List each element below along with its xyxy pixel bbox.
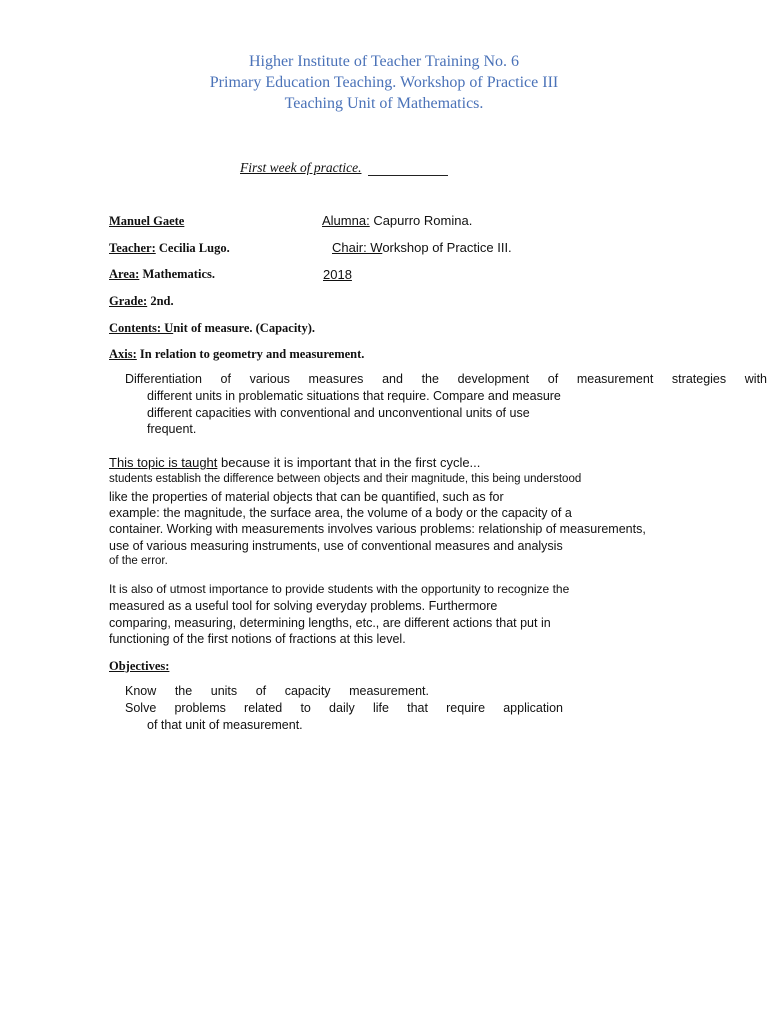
importance-line4: functioning of the first notions of fractions at this level.	[109, 632, 406, 646]
unit-title: Teaching Unit of Mathematics.	[284, 95, 484, 112]
institute-title: Higher Institute of Teacher Training No. 6	[248, 53, 520, 70]
grade-field	[109, 294, 174, 309]
chair-label: Chair: W	[332, 240, 383, 255]
topic-line3: like the properties of material objects that can be quantified, such as for	[109, 490, 504, 504]
chair-value: orkshop of Practice III.	[382, 240, 512, 255]
objective-item-2-line1: Solve problems related to daily life that require application	[125, 701, 563, 715]
area-field	[109, 267, 215, 282]
topic-line1	[109, 455, 480, 470]
objective-item-2-line2: of that unit of measurement.	[147, 718, 303, 732]
topic-line7: of the error.	[109, 555, 168, 567]
axis-text-line2: different units in problematic situations that require. Compare and measure	[147, 389, 561, 403]
area-label: Area:	[109, 267, 140, 281]
contents-value: nit of measure. (Capacity).	[173, 321, 315, 335]
author-name: Manuel Gaete	[109, 214, 185, 228]
axis-text-line4: frequent.	[147, 422, 197, 436]
axis-value: In relation to geometry and measurement.	[136, 347, 365, 361]
year-value: 2018	[323, 267, 352, 282]
importance-line1: It is also of utmost importance to provide students with the opportunity to recognize the	[109, 582, 570, 596]
importance-line3: comparing, measuring, determining lengths, etc., are different actions that put in	[109, 616, 551, 630]
grade-value: 2nd.	[147, 294, 174, 308]
axis-label: Axis:	[109, 347, 137, 361]
objective-item-1: Know the units of capacity measurement.	[125, 684, 429, 698]
area-value: Mathematics.	[139, 267, 215, 281]
contents-label: Contents: U	[109, 321, 174, 335]
student-field	[322, 213, 472, 228]
topic-line4: example: the magnitude, the surface area, the volume of a body or the capacity of a	[109, 506, 572, 520]
week-title: First week of practice.	[240, 160, 362, 175]
axis-text-line1: Differentiation of various measures and the development of measurement strategies with	[125, 372, 767, 386]
teacher-value: Cecilia Lugo.	[155, 241, 230, 255]
teacher-field	[109, 241, 230, 256]
topic-underlined: This topic is taught	[109, 455, 218, 470]
topic-line6: use of various measuring instruments, use of conventional measures and analysis	[109, 539, 563, 553]
objectives-label: Objectives:	[109, 659, 170, 673]
program-title: Primary Education Teaching. Workshop of Practice III	[209, 74, 559, 91]
axis-text-line3: different capacities with conventional and unconventional units of use	[147, 406, 530, 420]
topic-line5: container. Working with measurements involves various problems: relationship of measurements,	[109, 522, 646, 536]
topic-line2: students establish the difference between objects and their magnitude, this being understood	[109, 473, 582, 485]
grade-label: Grade:	[109, 294, 148, 308]
week-title-underline	[368, 175, 448, 176]
chair-field	[332, 240, 512, 255]
axis-field	[109, 347, 364, 362]
teacher-label: Teacher:	[109, 241, 156, 255]
importance-line2: measured as a useful tool for solving everyday problems. Furthermore	[109, 599, 498, 613]
contents-field	[109, 321, 315, 336]
student-value: Capurro Romina.	[369, 213, 473, 228]
student-label: Alumna:	[322, 213, 370, 228]
topic-rest: because it is important that in the first cycle...	[217, 455, 481, 470]
